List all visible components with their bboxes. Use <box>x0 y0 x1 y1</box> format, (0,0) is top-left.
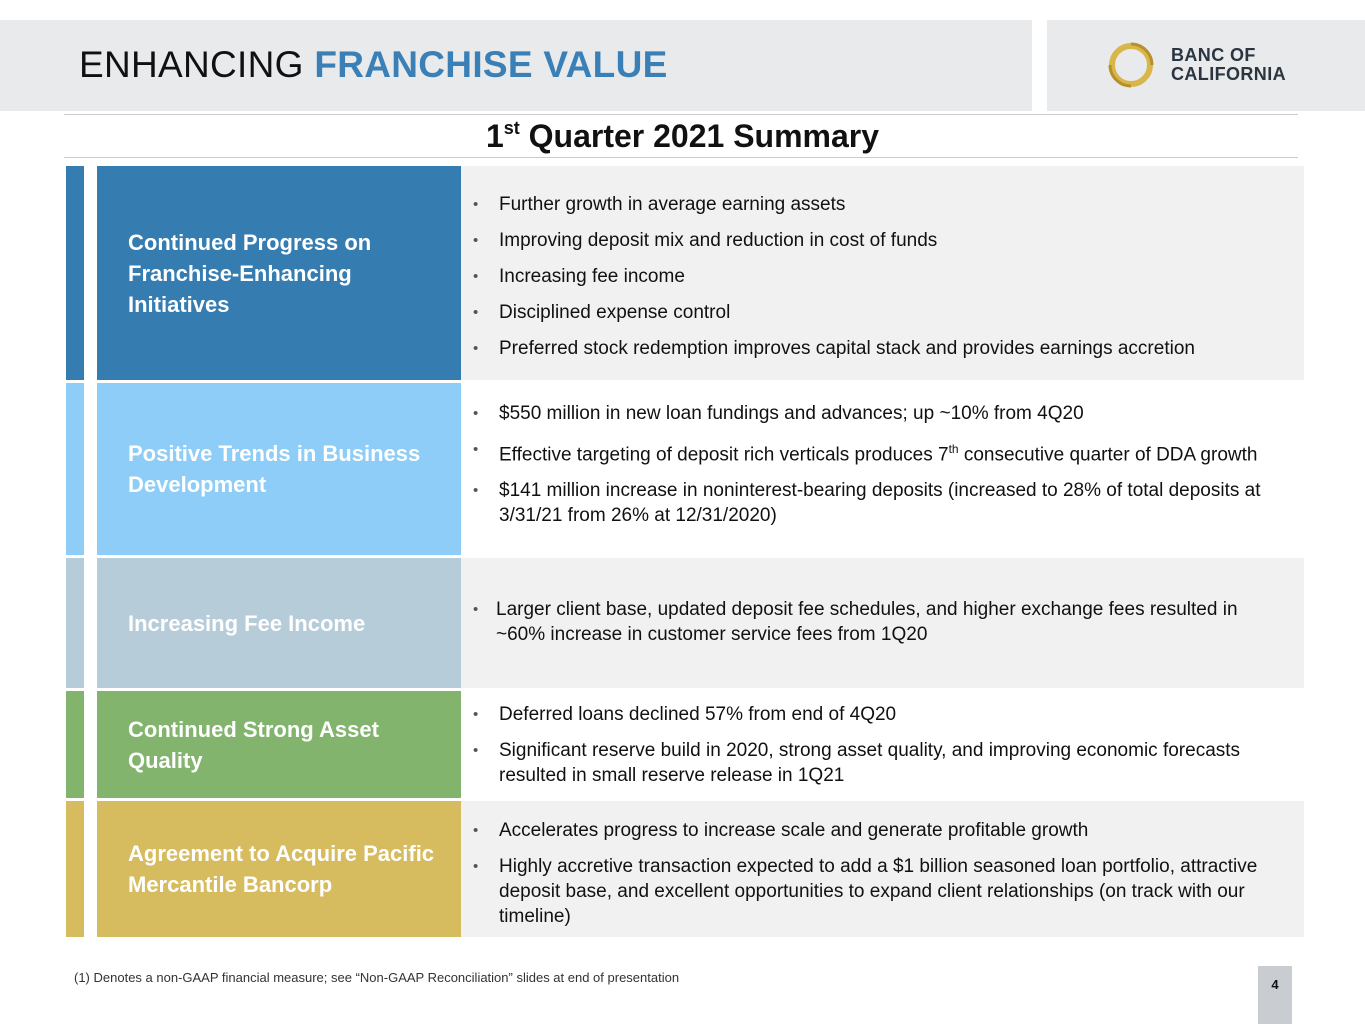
section-label: Continued Progress on Franchise-Enhancing Initiatives <box>128 229 372 317</box>
bank-ring-logo-icon <box>1106 40 1156 90</box>
bullet-item: • Disciplined expense control <box>461 300 1304 325</box>
section-label: Continued Strong Asset Quality <box>128 716 379 773</box>
section-label-box <box>97 801 461 937</box>
section-color-stripe <box>66 801 84 937</box>
bullet-item: • $550 million in new loan fundings and advances; up ~10% from 4Q20 <box>461 401 1304 426</box>
summary-title-suffix: Quarter 2021 Summary <box>519 118 880 154</box>
bullet-list <box>461 597 1304 647</box>
title-top-rule <box>64 114 1298 115</box>
section-content <box>461 383 1304 555</box>
bullet-item: • Deferred loans declined 57% from end of 4Q20 <box>461 702 1304 727</box>
section-row-franchise <box>0 166 1365 380</box>
title-bottom-rule <box>64 157 1298 158</box>
bullet-list <box>461 192 1304 361</box>
section-content <box>461 558 1304 688</box>
section-row-business-development <box>0 383 1365 555</box>
bullet-item: • $141 million increase in noninterest-bearing deposits (increased to 28% of total deposits at 3/31/21 from 26% at 12/31/2020) <box>461 478 1304 528</box>
bullet-item: • Improving deposit mix and reduction in cost of funds <box>461 228 1304 253</box>
bullet-list <box>461 401 1304 528</box>
ordinal-suffix: th <box>948 442 959 456</box>
summary-title-sup: st <box>503 118 520 138</box>
section-content <box>461 801 1304 937</box>
bullet-item: • Effective targeting of deposit rich verticals produces 7th consecutive quarter of DDA growth <box>461 437 1304 467</box>
section-content <box>461 166 1304 380</box>
section-label: Positive Trends in Business Development <box>128 441 421 497</box>
footnote: (1) Denotes a non-GAAP financial measure; see “Non-GAAP Reconciliation” slides at end of presentation <box>74 970 680 985</box>
section-label-box <box>97 166 461 380</box>
bullet-item: • Preferred stock redemption improves capital stack and provides earnings accretion <box>461 336 1304 361</box>
page-number: 4 <box>1258 966 1292 1024</box>
section-label-box <box>97 691 461 798</box>
summary-title-prefix: 1 <box>485 118 504 154</box>
section-row-asset-quality <box>0 691 1365 798</box>
bullet-item: • Highly accretive transaction expected to add a $1 billion seasoned loan portfolio, attractive deposit base, and excellent opportunities to expand client relationships (on track with our timeline) <box>461 854 1304 929</box>
section-row-acquisition <box>0 801 1365 937</box>
section-label-box <box>97 558 461 688</box>
bullet-item: • Larger client base, updated deposit fee schedules, and higher exchange fees resulted in ~60% increase in customer service fees from 1Q20 <box>461 597 1304 647</box>
section-color-stripe <box>66 691 84 798</box>
section-label: Agreement to Acquire Pacific Mercantile Bancorp <box>128 841 435 897</box>
section-color-stripe <box>66 383 84 555</box>
page-title-plain: ENHANCING <box>79 44 315 85</box>
summary-title <box>0 118 1365 155</box>
bullet-item: • Accelerates progress to increase scale and generate profitable growth <box>461 818 1304 843</box>
page-title <box>79 44 668 86</box>
bullet-list <box>461 818 1304 929</box>
bullet-item: • Further growth in average earning assets <box>461 192 1304 217</box>
section-color-stripe <box>66 166 84 380</box>
page-title-accent: FRANCHISE VALUE <box>314 44 668 85</box>
bank-logo-wordmark <box>1171 46 1286 84</box>
section-content <box>461 691 1304 798</box>
bullet-list <box>461 702 1304 788</box>
bullet-item: • Significant reserve build in 2020, strong asset quality, and improving economic forecasts resulted in small reserve release in 1Q21 <box>461 738 1304 788</box>
section-row-fee-income <box>0 558 1365 688</box>
section-color-stripe <box>66 558 84 688</box>
section-label-box <box>97 383 461 555</box>
logo-line-1: BANC OF <box>1171 45 1256 65</box>
bullet-item: • Increasing fee income <box>461 264 1304 289</box>
logo-line-2: CALIFORNIA <box>1171 64 1286 84</box>
section-label: Increasing Fee Income <box>128 610 366 636</box>
